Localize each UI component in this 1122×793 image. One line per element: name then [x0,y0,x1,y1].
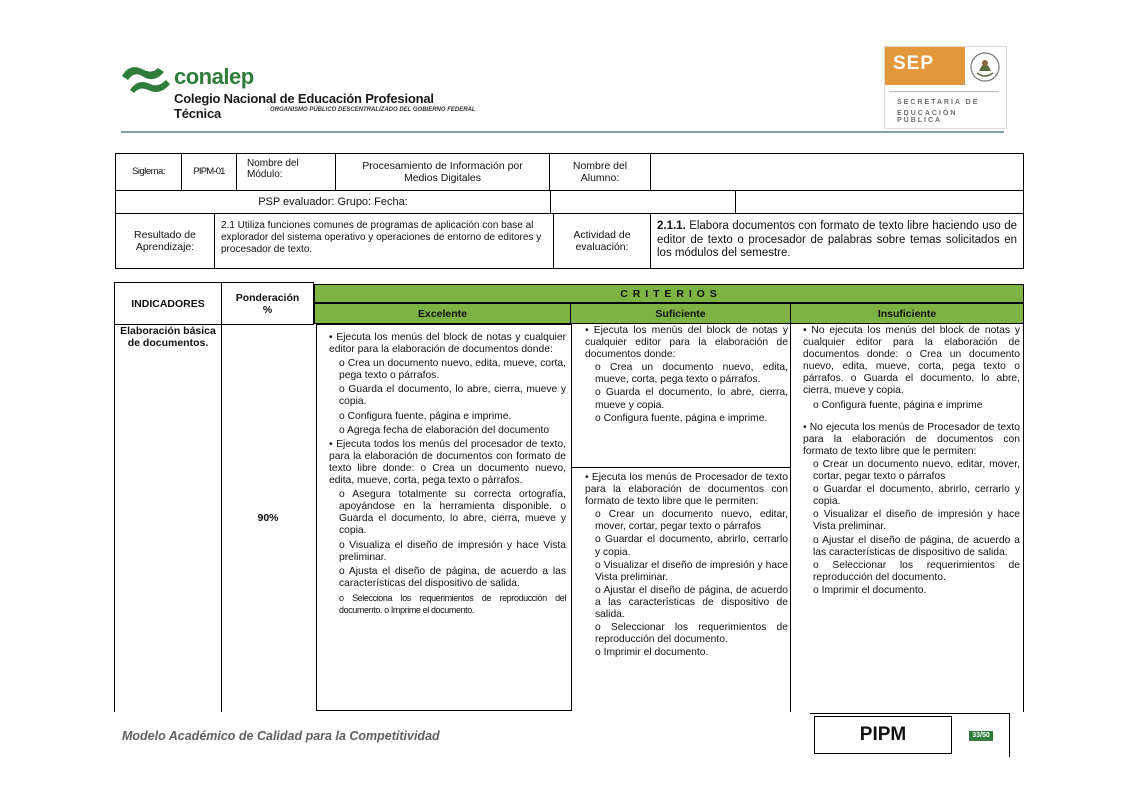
psp-evaluator-line: PSP evaluador: Grupo: Fecha: [115,190,551,214]
sep-caption-line1: SECRETARÍA DE [897,99,980,106]
list-item: o Ajusta el diseño de página, de acuerdo a las características del dispositivo de salida. [339,565,566,589]
list-item: o Crear un documento nuevo, editar, mover, cortar, pegar texto o párrafos [813,458,1020,483]
list-item: o Guarda el documento, lo abre, cierra, mueve y copia. [339,384,566,408]
institution-name: Colegio Nacional de Educación Profesional Técnica [174,91,434,121]
criterios-header: C R I T E R I O S [314,284,1024,303]
list-item: o Guardar el documento, abrirlo, cerrarlo y copia. [595,534,788,558]
conalep-wordmark: conalep [174,64,254,89]
sep-caption-line2: EDUCACIÓN PÚBLICA [897,110,958,124]
list-item: o Crea un documento nuevo, edita, mueve, corta, pega texto o párrafos. [339,358,566,382]
suficiente-header: Suficiente [570,303,791,324]
list-item: o Configura fuente, página e imprime [813,399,983,411]
list-item: o Seleccionar los requerimientos de reproducción del documento. [813,559,1020,583]
list-item: • No ejecuta los menús de Procesador de texto para la elaboración de documentos con formato de texto libre que le permiten: [803,421,1020,457]
insuficiente-block [803,325,1020,597]
alumno-label: Nombre del Alumno: [549,153,651,191]
fecha-field[interactable] [735,190,1024,214]
excelente-header: Excelente [314,303,571,324]
actividad-text: Elabora documentos con formato de texto libre haciendo uso de editor de texto o procesador de palabras sobre temas solicitados en los módulos del semestre. [657,220,1017,259]
modulo-value: Procesamiento de Información por Medios Digitales [335,153,550,191]
excelente-cell [316,324,572,711]
suficiente-divider [571,467,791,468]
sep-logo [884,46,1007,129]
sep-orange-block [885,47,965,85]
indicadores-header: INDICADORES [114,282,222,325]
sigla-value: PIPM-01 [181,153,237,191]
list-item: o Configura fuente, página e imprime. [595,412,768,424]
list-item: o Seleccionar los requerimientos de reproducción del documento. [595,622,788,646]
sigla-label: Siglema: [115,153,182,191]
header-rule [121,131,1004,133]
list-item: o Guardar el documento, abrirlo, cerrarlo y copia. [813,484,1020,508]
list-item: o Imprimir el documento. [813,584,927,596]
body-col-divider-4 [790,324,791,712]
modulo-label: Nombre del Módulo: [236,153,336,191]
list-item: o Ajustar el diseño de página, de acuerdo a las características de dispositivo de salida. [595,584,788,621]
list-item: o Selecciona los requerimientos de reproducción del documento. o Imprime el documento. [339,592,566,615]
sep-wordmark: SEP [893,53,935,74]
list-item: o Visualizar el diseño de impresión y hace Vista preliminar. [595,559,788,583]
list-item: o Crea un documento nuevo, edita, mueve, corta, pega texto o párrafos. [595,362,788,386]
footer-model-text: Modelo Académico de Calidad para la Competitividad [122,729,440,743]
list-item: o Crear un documento nuevo, editar, mover, cortar, pegar texto o párrafos [595,509,788,533]
institution-subtitle: ORGANISMO PÚBLICO DESCENTRALIZADO DEL GOBIERNO FEDERAL [270,107,476,113]
conalep-mark-icon [120,60,172,94]
list-item: • Ejecuta todos los menús del procesador de texto, para la elaboración de documentos con formato de texto libre donde: o Crea un documento nuevo, edita, mueve, corta, pega texto o párrafos. [329,438,566,487]
page-number-badge: 33/50 [969,731,993,741]
grupo-field[interactable] [550,190,736,214]
list-item: • Ejecuta los menús del block de notas y cualquier editor para la elaboración de documentos donde: [585,325,788,361]
resultado-label: Resultado de Aprendizaje: [115,213,215,269]
actividad-label: Actividad de evaluación: [553,213,651,269]
alumno-value-field[interactable] [650,153,1024,191]
list-item: o Visualiza el diseño de impresión y hace Vista preliminar. [339,539,566,563]
list-item: • Ejecuta los menús de Procesador de texto para la elaboración de documentos con formato de texto libre que le permiten: [585,472,788,508]
body-right-border [1023,324,1024,712]
list-item: o Agrega fecha de elaboración del documento [339,424,550,436]
list-item: o Imprimir el documento. [595,647,709,659]
list-item: o Ajustar el diseño de página, de acuerdo a las características de dispositivo de salida. [813,534,1020,558]
body-left-border [114,324,115,712]
list-item: • No ejecuta los menús del block de notas y cualquier editor para la elaboración de documentos donde: o Crea un documento nuevo, edita, mueve, corta, pega texto o párrafos. o Guarda el documento, lo abre, cierra, mueve y copia. [803,325,1020,397]
list-item: • Ejecuta los menús del block de notas y cualquier editor para la elaboración de documentos donde: [329,332,566,356]
actividad-value [650,213,1024,269]
suficiente-block-b [585,472,788,659]
insuficiente-header: Insuficiente [790,303,1024,324]
resultado-value: 2.1 Utiliza funciones comunes de programas de aplicación con base al explorador del sistema operativo y operaciones de entorno de editores y procesador de texto. [214,213,554,269]
ponderacion-header: Ponderación % [221,282,314,325]
indicator-weight: 90% [257,512,279,524]
list-item: o Guarda el documento, lo abre, cierra, mueve y copia. [595,387,788,411]
indicator-name: Elaboración básica de documentos. [120,325,216,349]
actividad-number: 2.1.1. [657,220,686,232]
pipm-label: PIPM [859,724,907,745]
conalep-logo [120,58,480,120]
list-item: o Asegura totalmente su correcta ortografía, apoyándose en la herramienta disponible. o Guarda el documento, lo abre, cierra, mueve y copia. [339,489,566,537]
list-item: o Visualizar el diseño de impresión y hace Vista preliminar. [813,509,1020,533]
suficiente-block-a [585,325,788,425]
list-item: o Configura fuente, página e imprime. [339,410,512,422]
sep-divider [889,91,999,92]
mexico-seal-icon [969,51,1001,83]
pipm-box [814,716,952,754]
